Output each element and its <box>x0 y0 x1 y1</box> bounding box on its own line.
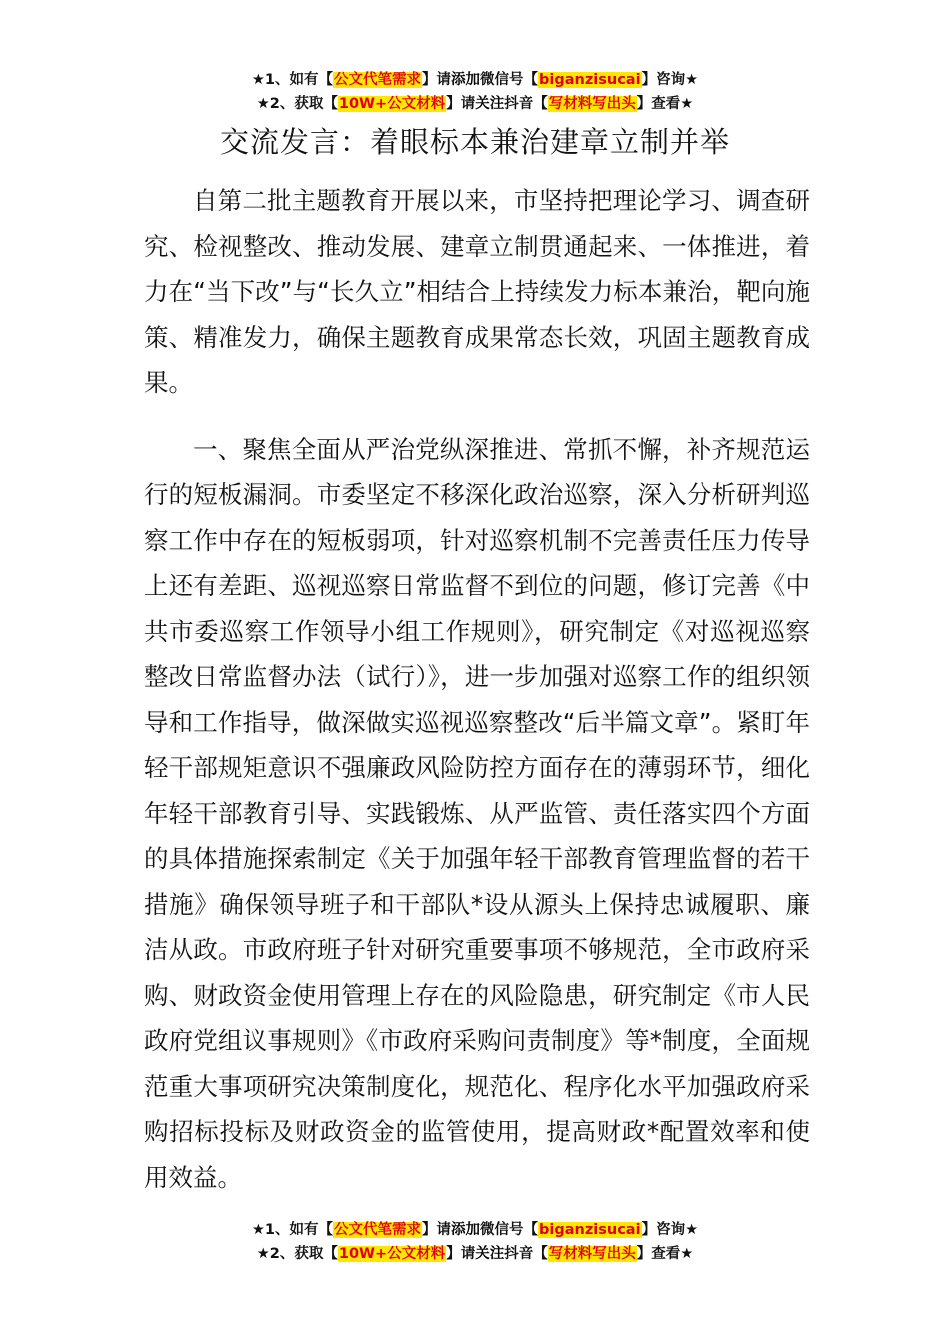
promo-highlight: 10W+公文材料 <box>338 96 446 112</box>
promo-text: 】请 <box>446 96 476 112</box>
promo-text: 抖音【 <box>504 1246 548 1262</box>
promo-text: ★2、获取【 <box>256 96 338 112</box>
promo-text: 关注 <box>475 96 505 112</box>
promo-line-1 <box>0 1218 950 1242</box>
promo-banner-top <box>0 68 950 116</box>
promo-highlight: biganzisucai <box>539 1222 641 1238</box>
promo-text: 】查看★ <box>636 1246 694 1262</box>
promo-text: ★1、如有【 <box>251 1222 334 1238</box>
promo-highlight: biganzisucai <box>539 72 641 88</box>
promo-text: 】请 <box>422 72 452 88</box>
promo-text: 】查看★ <box>636 96 694 112</box>
promo-highlight: 写材料写出头 <box>548 96 636 112</box>
document-body <box>144 178 810 1200</box>
promo-text: 】咨询★ <box>641 72 699 88</box>
promo-text: 添加 <box>451 1222 481 1238</box>
promo-text: 添加 <box>451 72 481 88</box>
promo-line-2 <box>0 1242 950 1266</box>
promo-banner-bottom <box>0 1218 950 1266</box>
promo-text: 关注 <box>475 1246 505 1262</box>
body-paragraph: 一、聚焦全面从严治党纵深推进、常抓不懈，补齐规范运行的短板漏洞。市委坚定不移深化政治巡察，深入分析研判巡察工作中存在的短板弱项，针对巡察机制不完善责任压力传导上还有差距、巡视巡察日常监督不到位的问题，修订完善《中共市委巡察工作领导小组工作规则》，研究制定《对巡视巡察整改日常监督办法（试行）》，进一步加强对巡察工作的组织领导和工作指导，做深做实巡视巡察整改“后半篇文章”。紧盯年轻干部规矩意识不强廉政风险防控方面存在的薄弱环节，细化年轻干部教育引导、实践锻炼、从严监管、责任落实四个方面的具体措施探索制定《关于加强年轻干部教育管理监督的若干措施》确保领导班子和干部队*设从源头上保持忠诚履职、廉洁从政。市政府班子针对研究重要事项不够规范，全市政府采购、财政资金使用管理上存在的风险隐患，研究制定《市人民政府党组议事规则》《市政府采购问责制度》等*制度，全面规范重大事项研究决策制度化，规范化、程序化水平加强政府采购招标投标及财政资金的监管使用，提高财政*配置效率和使用效益。 <box>144 434 810 1192</box>
promo-line-1 <box>0 68 950 92</box>
promo-text: ★2、获取【 <box>256 1246 338 1262</box>
promo-text: 】请 <box>446 1246 476 1262</box>
promo-text: 微信号【 <box>480 1222 539 1238</box>
promo-highlight: 10W+公文材料 <box>338 1246 446 1262</box>
promo-line-2 <box>0 92 950 116</box>
promo-highlight: 公文代笔需求 <box>334 72 422 88</box>
body-paragraph: 自第二批主题教育开展以来，市坚持把理论学习、调查研究、检视整改、推动发展、建章立制贯通起来、一体推进，着力在“当下改”与“长久立”相结合上持续发力标本兼治，靶向施策、精准发力，确保主题教育成果常态长效，巩固主题教育成果。 <box>144 186 810 397</box>
promo-text: 】请 <box>422 1222 452 1238</box>
promo-highlight: 写材料写出头 <box>548 1246 636 1262</box>
promo-text: 】咨询★ <box>641 1222 699 1238</box>
promo-text: 抖音【 <box>504 96 548 112</box>
promo-highlight: 公文代笔需求 <box>334 1222 422 1238</box>
promo-text: 微信号【 <box>480 72 539 88</box>
document-title: 交流发言：着眼标本兼治建章立制并举 <box>219 125 730 159</box>
promo-text: ★1、如有【 <box>251 72 334 88</box>
